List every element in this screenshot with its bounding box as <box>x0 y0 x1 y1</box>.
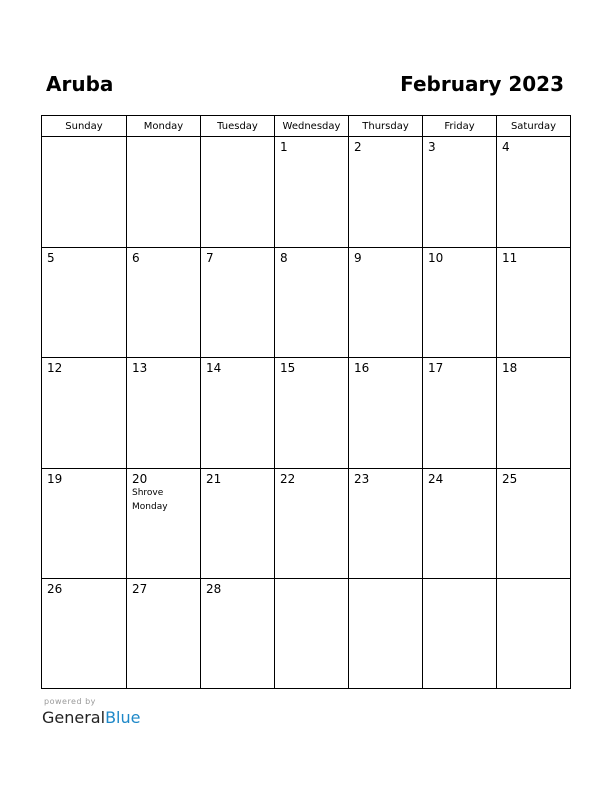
day-number: 4 <box>502 140 510 154</box>
day-number: 8 <box>280 251 288 265</box>
day-cell <box>42 469 127 578</box>
weekday-thursday: Thursday <box>349 116 423 137</box>
day-cell <box>275 358 349 468</box>
day-cell <box>497 137 570 247</box>
day-number: 22 <box>280 472 296 486</box>
day-number: 13 <box>132 361 148 375</box>
day-cell <box>497 579 570 688</box>
month-year-title: February 2023 <box>400 72 564 96</box>
day-cell <box>127 358 201 468</box>
day-number: 25 <box>502 472 518 486</box>
day-cell <box>349 579 423 688</box>
day-cell <box>275 579 349 688</box>
powered-by-text: powered by <box>44 697 96 706</box>
day-number: 26 <box>47 582 63 596</box>
day-number: 24 <box>428 472 444 486</box>
day-number: 5 <box>47 251 55 265</box>
day-cell <box>423 579 497 688</box>
day-cell <box>127 248 201 357</box>
day-cell <box>201 248 275 357</box>
day-number: 27 <box>132 582 148 596</box>
day-cell <box>201 579 275 688</box>
holiday-label: Shrove Monday <box>132 488 168 512</box>
day-number: 14 <box>206 361 222 375</box>
day-cell <box>42 248 127 357</box>
day-number: 2 <box>354 140 362 154</box>
day-number: 7 <box>206 251 214 265</box>
day-cell <box>201 137 275 247</box>
weekday-wednesday: Wednesday <box>275 116 349 137</box>
week-row <box>42 248 570 358</box>
day-number: 28 <box>206 582 222 596</box>
calendar-grid <box>41 115 571 689</box>
weekday-sunday: Sunday <box>42 116 127 137</box>
day-cell <box>497 469 570 578</box>
footer-branding <box>42 697 140 728</box>
generalblue-logo[interactable] <box>42 708 140 728</box>
weekday-header-row <box>42 116 570 137</box>
day-cell <box>349 137 423 247</box>
day-cell <box>42 137 127 247</box>
country-title: Aruba <box>46 72 114 96</box>
day-number: 20 <box>132 472 148 486</box>
day-number: 6 <box>132 251 140 265</box>
day-number: 23 <box>354 472 370 486</box>
day-cell <box>349 358 423 468</box>
day-cell <box>497 248 570 357</box>
day-cell <box>423 137 497 247</box>
day-number: 18 <box>502 361 518 375</box>
day-cell <box>275 137 349 247</box>
day-cell <box>423 358 497 468</box>
day-number: 17 <box>428 361 444 375</box>
brand-name-general: General <box>42 708 106 727</box>
weekday-friday: Friday <box>423 116 497 137</box>
weekday-saturday: Saturday <box>510 121 557 132</box>
day-cell <box>423 469 497 578</box>
day-cell <box>275 248 349 357</box>
day-number: 15 <box>280 361 296 375</box>
day-cell <box>42 579 127 688</box>
day-cell <box>423 248 497 357</box>
week-row <box>42 137 570 248</box>
day-number: 16 <box>354 361 370 375</box>
day-cell <box>201 358 275 468</box>
weekday-tuesday: Tuesday <box>201 116 275 137</box>
day-cell <box>201 469 275 578</box>
day-number: 21 <box>206 472 222 486</box>
brand-name-blue: Blue <box>105 708 141 727</box>
day-cell <box>42 358 127 468</box>
weekday-monday: Monday <box>127 116 201 137</box>
week-row <box>42 358 570 469</box>
day-cell <box>127 137 201 247</box>
day-cell <box>349 469 423 578</box>
day-number: 3 <box>428 140 436 154</box>
calendar-weeks <box>42 137 570 688</box>
day-number: 10 <box>428 251 444 265</box>
week-row <box>42 579 570 688</box>
day-cell <box>349 248 423 357</box>
day-number: 1 <box>280 140 288 154</box>
day-number: 11 <box>502 251 518 265</box>
day-number: 19 <box>47 472 63 486</box>
day-cell <box>497 358 570 468</box>
day-cell <box>127 579 201 688</box>
day-cell <box>275 469 349 578</box>
day-number: 9 <box>354 251 362 265</box>
day-cell <box>127 469 201 578</box>
week-row <box>42 469 570 579</box>
day-number: 12 <box>47 361 63 375</box>
